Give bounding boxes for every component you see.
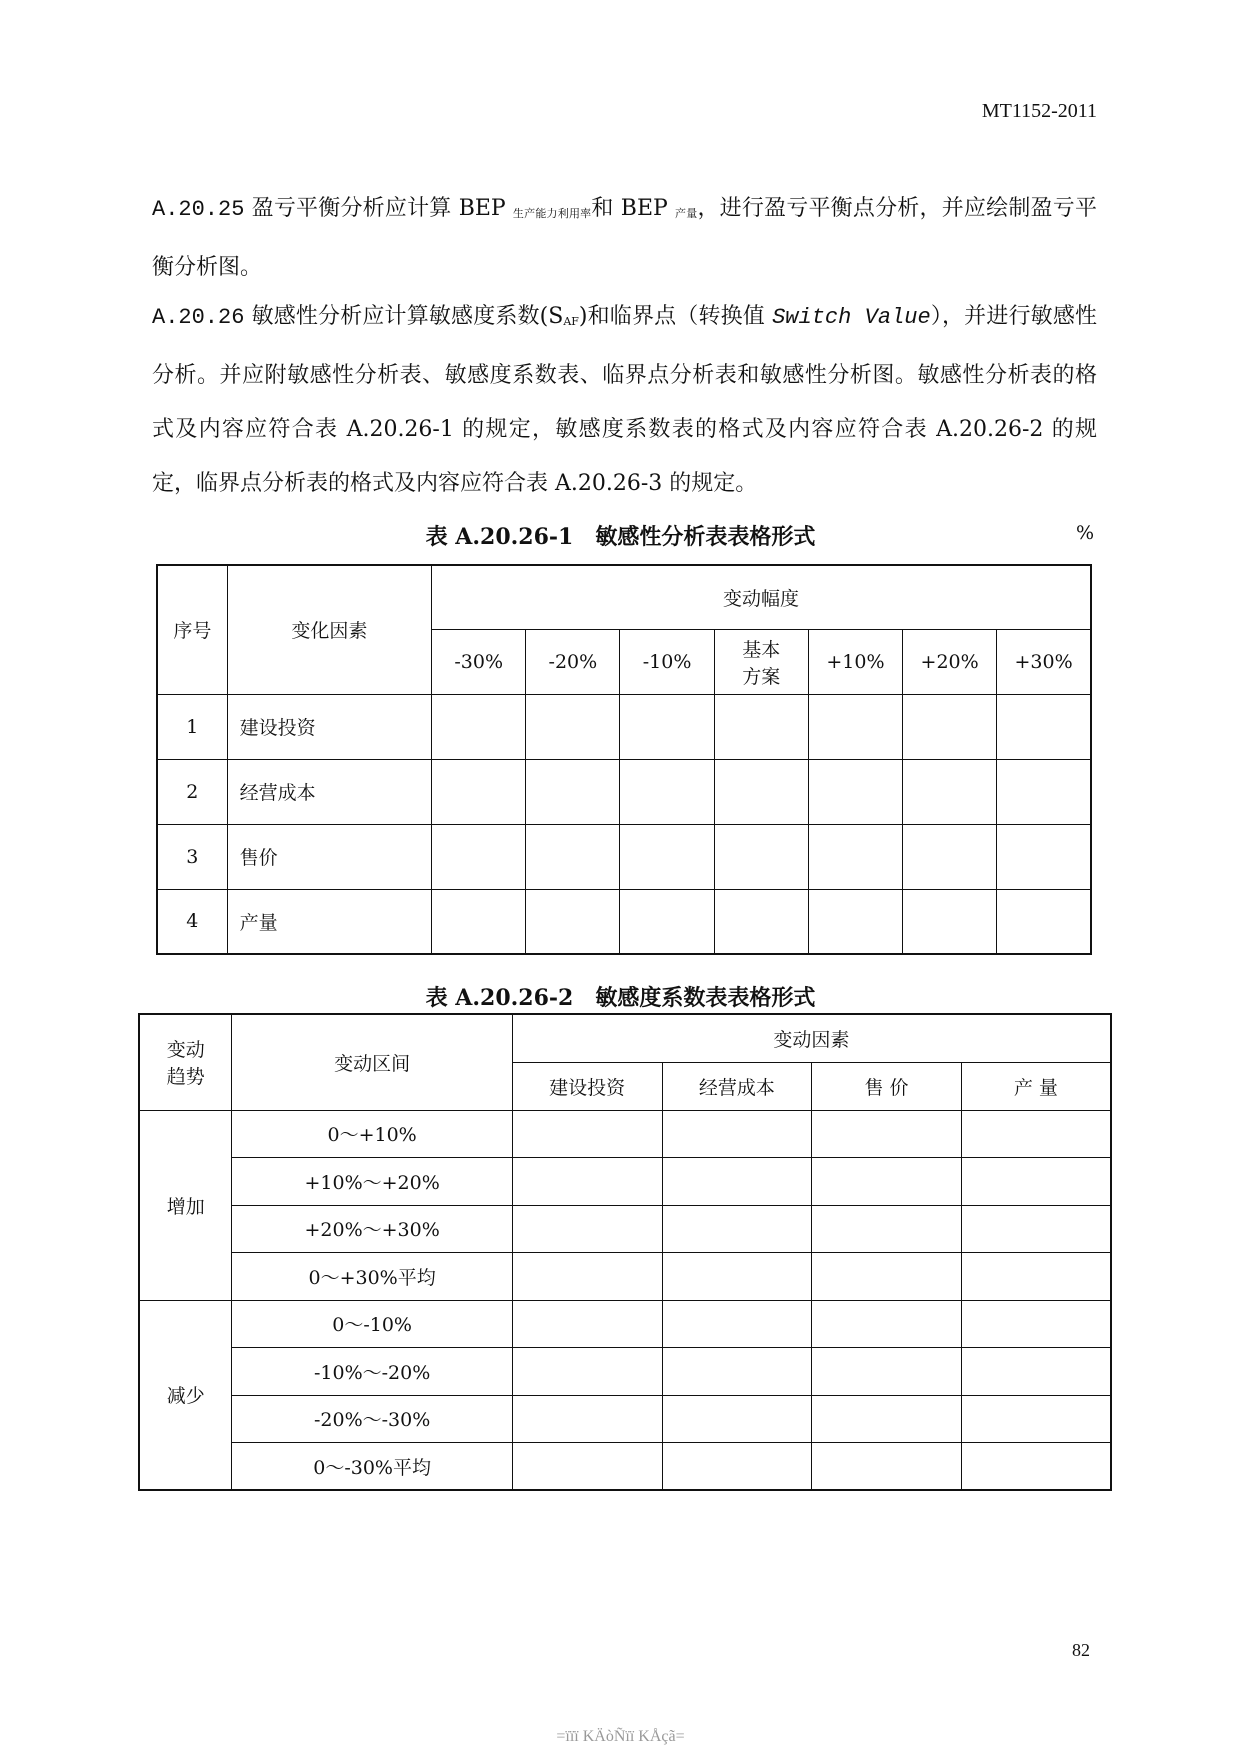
italic-term: Switch Value: [772, 305, 931, 330]
interval-cell: 0～+30%平均: [232, 1253, 512, 1301]
column-header: 经营成本: [662, 1062, 812, 1110]
empty-cell: [961, 1253, 1111, 1301]
text: )和临界点（转换值: [578, 304, 773, 329]
interval-cell: 0～-30%平均: [232, 1443, 512, 1491]
interval-cell: 0～+10%: [232, 1110, 512, 1158]
row-factor: 经营成本: [227, 759, 431, 824]
column-header: +10%: [808, 629, 902, 694]
empty-cell: [808, 694, 902, 759]
empty-cell: [714, 694, 808, 759]
empty-cell: [961, 1348, 1111, 1396]
empty-cell: [961, 1300, 1111, 1348]
empty-cell: [512, 1253, 662, 1301]
column-header: +30%: [997, 629, 1091, 694]
empty-cell: [432, 759, 526, 824]
interval-cell: 0～-10%: [232, 1300, 512, 1348]
text: 敏感性分析应计算敏感度系数(S: [251, 304, 564, 329]
table-row: [139, 1205, 1111, 1253]
watermark: =ïïï KÄòÑïï KÅçã=: [556, 1728, 685, 1745]
empty-cell: [808, 824, 902, 889]
empty-cell: [997, 889, 1091, 954]
empty-cell: [961, 1205, 1111, 1253]
empty-cell: [961, 1395, 1111, 1443]
empty-cell: [812, 1253, 962, 1301]
empty-cell: [997, 824, 1091, 889]
text: ，进行盈亏平衡点分析，并应绘制盈亏平衡分析图。: [152, 196, 1097, 280]
table-row: [139, 1395, 1111, 1443]
sensitivity-analysis-table: [156, 564, 1092, 955]
table2-title: 表 A.20.26-2 敏感度系数表表格形式: [425, 985, 816, 1011]
table-row: [139, 1300, 1111, 1348]
empty-cell: [714, 824, 808, 889]
table-row: [139, 1253, 1111, 1301]
row-factor: 售价: [227, 824, 431, 889]
empty-cell: [812, 1395, 962, 1443]
empty-cell: [961, 1158, 1111, 1206]
empty-cell: [512, 1348, 662, 1396]
trend-cell: 减少: [139, 1300, 232, 1490]
page-number: 82: [1072, 1640, 1090, 1660]
empty-cell: [808, 889, 902, 954]
empty-cell: [662, 1158, 812, 1206]
row-number: 1: [157, 694, 227, 759]
empty-cell: [961, 1110, 1111, 1158]
column-header: 产 量: [961, 1062, 1111, 1110]
empty-cell: [620, 889, 714, 954]
table-row: [139, 1158, 1111, 1206]
empty-cell: [620, 694, 714, 759]
document-code: MT1152-2011: [981, 100, 1097, 122]
empty-cell: [812, 1443, 962, 1491]
empty-cell: [812, 1300, 962, 1348]
row-factor: 产量: [227, 889, 431, 954]
subscript: AF: [563, 315, 579, 328]
header-trend: 变动趋势: [139, 1014, 232, 1110]
empty-cell: [714, 889, 808, 954]
empty-cell: [662, 1300, 812, 1348]
table-row: [157, 824, 1091, 889]
clause-number: A.20.25: [152, 197, 245, 222]
text: 盈亏平衡分析应计算 BEP: [251, 196, 513, 221]
table1-title: 表 A.20.26-1 敏感性分析表表格形式: [425, 524, 816, 550]
header-range: 变动幅度: [432, 565, 1091, 629]
empty-cell: [903, 824, 997, 889]
table1-unit: %: [1076, 522, 1095, 544]
table-row: [157, 759, 1091, 824]
header-factors: 变动因素: [512, 1014, 1111, 1062]
table-row: [157, 889, 1091, 954]
table-row: [139, 1443, 1111, 1491]
interval-cell: +10%～+20%: [232, 1158, 512, 1206]
text: ），并进行敏感性分析。并应附敏感性分析表、敏感度系数表、临界点分析表和敏感性分析图。敏感性分析表的格式及内容应符合表 A.20.26-1 的规定，敏感度系数表的格式及内容应符合表 A.20.26-2 的规定，临界点分析表的格式及内容应符合表 A.20.26-3 的规定。: [152, 304, 1097, 496]
column-header: 基本方案: [714, 629, 808, 694]
empty-cell: [512, 1300, 662, 1348]
empty-cell: [512, 1443, 662, 1491]
empty-cell: [620, 759, 714, 824]
empty-cell: [997, 759, 1091, 824]
empty-cell: [808, 759, 902, 824]
table-row: [157, 694, 1091, 759]
column-header: -10%: [620, 629, 714, 694]
empty-cell: [620, 824, 714, 889]
empty-cell: [662, 1110, 812, 1158]
empty-cell: [903, 759, 997, 824]
row-number: 4: [157, 889, 227, 954]
empty-cell: [512, 1110, 662, 1158]
empty-cell: [512, 1205, 662, 1253]
empty-cell: [903, 694, 997, 759]
empty-cell: [662, 1395, 812, 1443]
empty-cell: [997, 694, 1091, 759]
sensitivity-coefficient-table: [138, 1013, 1112, 1491]
text: 和 BEP: [591, 196, 676, 221]
empty-cell: [662, 1443, 812, 1491]
empty-cell: [662, 1253, 812, 1301]
empty-cell: [526, 759, 620, 824]
empty-cell: [662, 1205, 812, 1253]
empty-cell: [526, 824, 620, 889]
table-row: [139, 1110, 1111, 1158]
interval-cell: -20%～-30%: [232, 1395, 512, 1443]
interval-cell: +20%～+30%: [232, 1205, 512, 1253]
empty-cell: [812, 1158, 962, 1206]
row-number: 3: [157, 824, 227, 889]
paragraph-a-20-25: [152, 182, 1097, 295]
trend-cell: 增加: [139, 1110, 232, 1300]
paragraph-a-20-26: [152, 290, 1097, 511]
empty-cell: [812, 1348, 962, 1396]
column-header: +20%: [903, 629, 997, 694]
empty-cell: [526, 694, 620, 759]
column-header: -30%: [432, 629, 526, 694]
empty-cell: [512, 1158, 662, 1206]
empty-cell: [432, 889, 526, 954]
header-no: 序号: [157, 565, 227, 694]
row-factor: 建设投资: [227, 694, 431, 759]
empty-cell: [961, 1443, 1111, 1491]
clause-number: A.20.26: [152, 305, 245, 330]
header-factor: 变化因素: [227, 565, 431, 694]
column-header: 建设投资: [512, 1062, 662, 1110]
empty-cell: [812, 1110, 962, 1158]
empty-cell: [512, 1395, 662, 1443]
empty-cell: [812, 1205, 962, 1253]
header-interval: 变动区间: [232, 1014, 512, 1110]
empty-cell: [432, 694, 526, 759]
empty-cell: [903, 889, 997, 954]
table-row: [139, 1348, 1111, 1396]
subscript: 产量: [675, 207, 698, 220]
column-header: 售 价: [812, 1062, 962, 1110]
empty-cell: [432, 824, 526, 889]
column-header: -20%: [526, 629, 620, 694]
empty-cell: [662, 1348, 812, 1396]
row-number: 2: [157, 759, 227, 824]
interval-cell: -10%～-20%: [232, 1348, 512, 1396]
subscript: 生产能力利用率: [512, 207, 592, 220]
empty-cell: [714, 759, 808, 824]
empty-cell: [526, 889, 620, 954]
